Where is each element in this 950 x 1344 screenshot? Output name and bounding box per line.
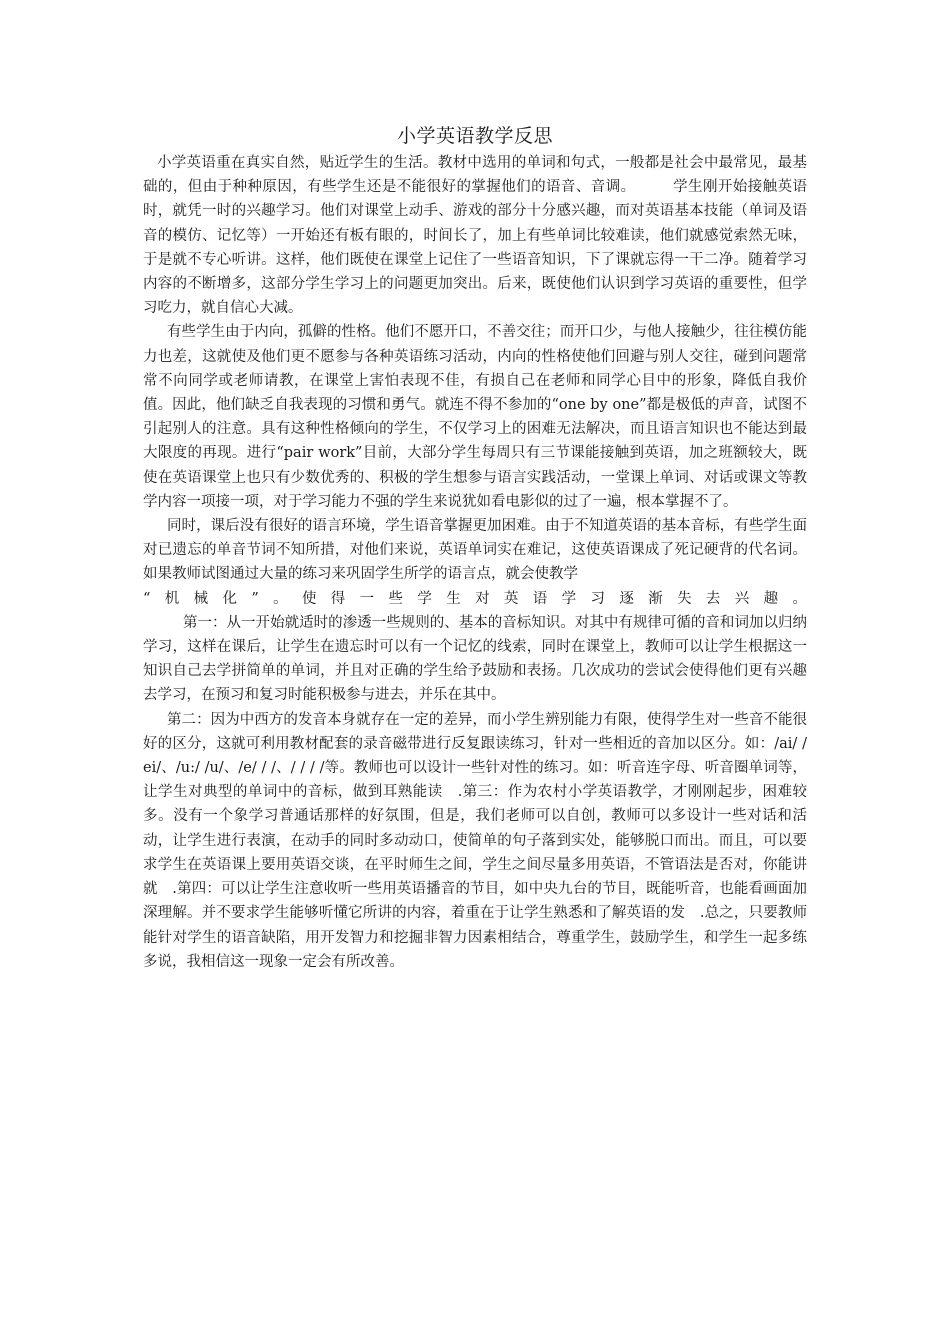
paragraph-1: 小学英语重在真实自然，贴近学生的生活。教材中选用的单词和句式，一般都是社会中最常见，最基础的，但由于种种原因，有些学生还是不能很好的掌握他们的语音、音调。 学生刚开始接触英语时，就凭一时的兴趣学习。他们对课堂上动手、游戏的部分十分感兴趣，而对英语基本技能（单词及语音的模仿、记忆等）一开始还有板有眼的，时间长了，加上有些单词比较难读，他们就感觉索然无味，于是就不专心听讲。这样，他们既使在课堂上记住了一些语音知识，下了课就忘得一干二净。随着学习内容的不断增多，这部分学生学习上的问题更加突出。后来，既使他们认识到学习英语的重要性，但学习吃力，就自信心大减。 xyxy=(143,155,807,317)
document-body xyxy=(143,121,807,974)
paragraph-5: 第一：从一开始就适时的渗透一些规则的、基本的音标知识。对其中有规律可循的音和词加以归纳学习，这样在课后，让学生在遗忘时可以有一个记忆的线索，同时在课堂上，教师可以让学生根据这一知识自己去学拼简单的单词，并且对正确的学生给予鼓励和表扬。几次成功的尝试会使得他们更有兴趣去学习，在预习和复习时能积极参与进去，并乐在其中。 xyxy=(143,614,807,704)
paragraph-2: 有些学生由于内向，孤僻的性格。他们不愿开口，不善交往；而开口少，与他人接触少，往往模仿能力也差，这就使及他们更不愿参与各种英语练习活动，内向的性格使他们回避与别人交往，碰到问题常常不向同学或老师请教，在课堂上害怕表现不佳，有损自己在老师和同学心目中的形象，降低自我价值。因此，他们缺乏自我表现的习惯和勇气。就连不得不参加的“one by one”都是极低的声音，试图不引起别人的注意。具有这种性格倾向的学生，不仅学习上的困难无法解决，而且语言知识也不能达到最大限度的再现。进行“pair work”目前，大部分学生每周只有三节课能接触到英语，加之班额较大，既使在英语课堂上也只有少数优秀的、积极的学生想参与语言实践活动，一堂课上单词、对话或课文等教学内容一项接一项，对于学习能力不强的学生来说犹如看电影似的过了一遍，根本掌握不了。 xyxy=(143,324,807,510)
paragraph-4: “机械化”。使得一些学生对英语学习逐渐失去兴趣。 xyxy=(143,590,807,607)
paragraph-3: 同时，课后没有很好的语言环境，学生语音掌握更加困难。由于不知道英语的基本音标，有些学生面对已遗忘的单音节词不知所措，对他们来说，英语单词实在难记，这使英语课成了死记硬背的代名词。如果教师试图通过大量的练习来巩固学生所学的语言点，就会使教学 xyxy=(143,518,807,583)
paragraph-6: 第二：因为中西方的发音本身就存在一定的差异，而小学生辨别能力有限，使得学生对一些音不能很好的区分，这就可利用教材配套的录音磁带进行反复跟读练习，针对一些相近的音加以区分。如：/ai/ /ei/、/u:/ /u/、/e/ / /、/ / / /等。教师也可以设计一些针对性的练习。如：听音连字母、听音圈单词等，让学生对典型的单词中的音标，做到耳熟能读 .第三：作为农村小学英语教学，才刚刚起步，困难较多。没有一个象学习普通话那样的好氛围，但是，我们老师可以自创，教师可以多设计一些对话和活动，让学生进行表演，在动手的同时多动动口，使简单的句子落到实处，能够脱口而出。而且，可以要求学生在英语课上要用英语交谈，在平时师生之间，学生之间尽量多用英语，不管语法是否对，你能讲就 .第四：可以让学生注意收听一些用英语播音的节目，如中央九台的节目，既能听音，也能看画面加深理解。并不要求学生能够听懂它所讲的内容，着重在于让学生熟悉和了解英语的发 .总之，只要教师能针对学生的语音缺陷，用开发智力和挖掘非智力因素相结合，尊重学生，鼓励学生，和学生一起多练多说，我相信这一现象一定会有所改善。 xyxy=(143,711,807,970)
document-title: 小学英语教学反思 xyxy=(396,125,553,147)
